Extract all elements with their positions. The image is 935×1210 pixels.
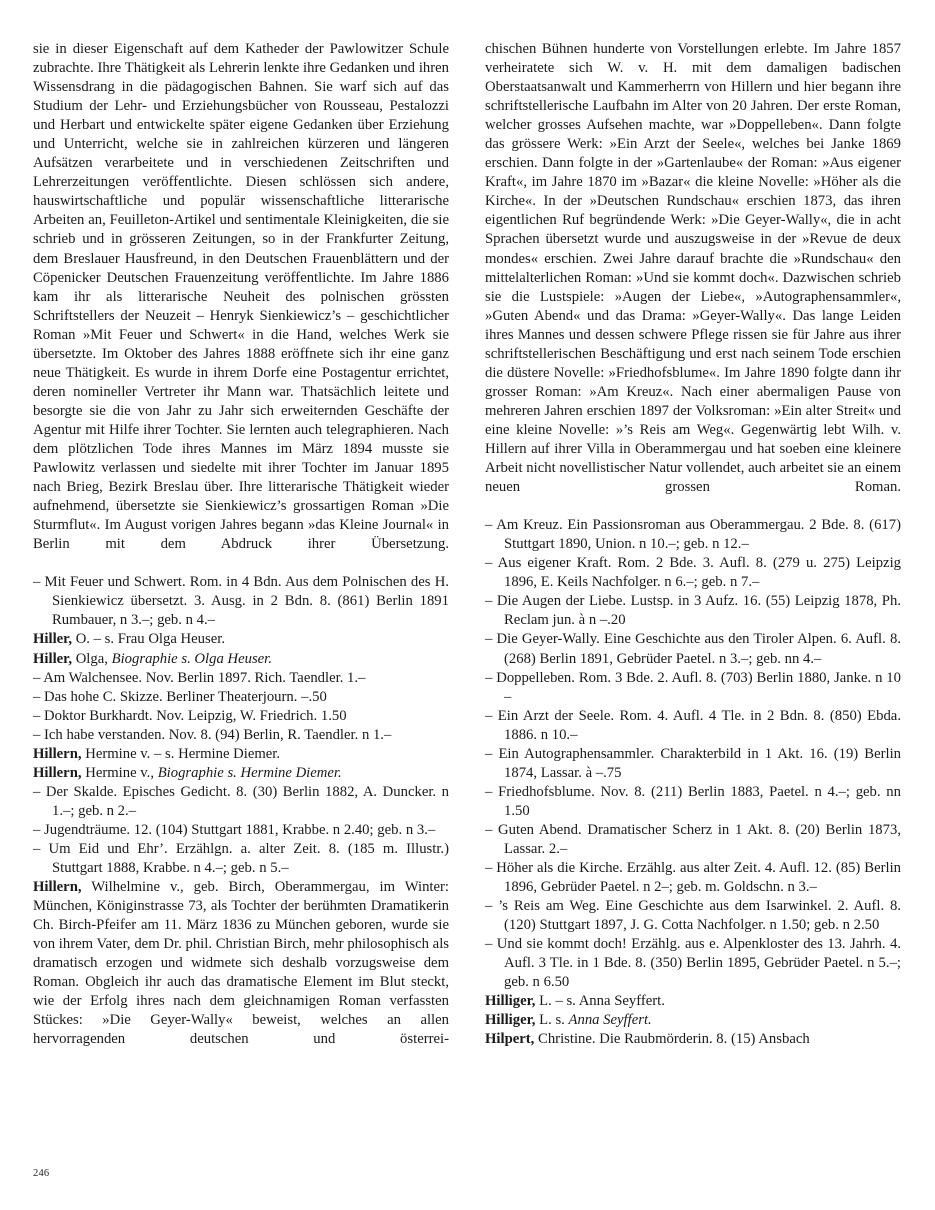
headword-entry bbox=[33, 745, 449, 764]
headword-entry bbox=[33, 630, 449, 649]
headword-entry bbox=[485, 1011, 901, 1030]
bibliography-entry: – Ein Autographensammler. Charakterbild in 1 Akt. 16. (19) Berlin 1874, Lassar. à –.75 bbox=[485, 745, 901, 781]
bibliography-entry: – Die Augen der Liebe. Lustsp. in 3 Aufz. 16. (55) Leipzig 1878, Ph. Reclam jun. à n –.20 bbox=[485, 593, 901, 629]
headword-detail: Hermine v., bbox=[81, 764, 158, 781]
bibliography-entry: – ’s Reis am Weg. Eine Geschichte aus dem Isarwinkel. 2. Aufl. 8. (120) Stuttgart 1897, J. G. Cotta Nachfolger. n 1.50; geb. n 2.50 bbox=[485, 898, 901, 934]
headword-crossreference: Biographie s. Olga Heuser. bbox=[111, 650, 272, 667]
bibliography-entry: – Am Kreuz. Ein Passionsroman aus Oberammergau. 2 Bde. 8. (617) Stuttgart 1890, Union. n 10.–; geb. n 12.– bbox=[485, 517, 901, 553]
paragraph-continued: chischen Bühnen hunderte von Vorstellungen erlebte. Im Jahre 1857 verheiratete sich W. v. H. mit dem damaligen badischen Oberstaatsanwalt und Kammerherrn von Hillern und hier begann ihre schriftstellerische Laufbahn im Alter von 20 Jahren. Der erste Roman, welcher grosses Aufsehen machte, war »Doppelleben«. Dann folgte das grössere Werk: »Ein Arzt der Seele«, welches bei Janke 1869 erschien. Dann folgte in der »Gartenlaube« der Roman: »Aus eigener Kraft«, im Jahre 1870 im »Bazar« die kleine Novelle: »Höher als die Kirche«. In der »Deutschen Rundschau« erschien 1873, das ihren eigentlichen Ruf begründende Werk: »Die Geyer-Wally«, die in acht Sprachen übersetzt wurde und auszugsweise in der »Revue de deux mondes« erschien. Zwei Jahre darauf brachte die »Rundschau« den mittelalterlichen Roman: »Und sie kommt doch«. Dazwischen schrieb sie die Lustspiele: »Augen der Liebe«, »Autographensammler«, »Guten Abend« und das Drama: »Geyer-Wally«. Das lange Leiden ihres Mannes und dessen schwere Pflege rissen sie für Jahre aus ihrer schriftstellerischen Beschäftigung und erst nach seinem Tode erschien die düstere Novelle: »Friedhofsblume«. Im Jahre 1890 folgte dann ihr grosser Roman: »Am Kreuz«. Nach einer abermaligen Pause von mehreren Jahren erschien 1897 der Volksroman: »Ein alter Streit« und eine kleine Novelle: »’s Reis am Weg«. Gegenwärtig lebt Wilh. v. Hillern auf ihrer Villa in Oberammergau und hat soeben eine kleinere Arbeit nicht novellistischer Natur vollendet, auch arbeitet sie an einem neuen grossen Roman. bbox=[485, 41, 901, 496]
headword-entry bbox=[33, 650, 449, 669]
headword-biography-paragraph bbox=[33, 878, 449, 1068]
headword-entry bbox=[33, 764, 449, 783]
headword-surname: Hilpert, bbox=[485, 1031, 535, 1048]
bibliography-entry: – Das hohe C. Skizze. Berliner Theaterjourn. –.50 bbox=[33, 688, 327, 705]
headword-surname: Hilliger, bbox=[485, 993, 536, 1010]
bibliography-entry: – Um Eid und Ehr’. Erzählgn. a. alter Zeit. 8. (185 m. Illustr.) Stuttgart 1888, Krabbe. n 4.–; geb. n 5.– bbox=[33, 840, 449, 877]
headword-surname: Hiller, bbox=[33, 650, 73, 667]
page-number: 246 bbox=[33, 1168, 50, 1179]
bibliography-entry: – Ein Arzt der Seele. Rom. 4. Aufl. 4 Tle. in 2 Bdn. 8. (850) Ebda. 1886. n 10.– bbox=[485, 707, 901, 743]
headword-surname: Hiller, bbox=[33, 631, 73, 648]
paragraph-continued: sie in dieser Eigenschaft auf dem Katheder der Pawlowitzer Schule zubrachte. Ihre Thätigkeit als Lehrerin lenkte ihre Gedanken und ihren Wissensdrang in die pädagogischen Bahnen. Sie warf sich auf das Studium der Lehr- und Erziehungsbücher von Rousseau, Pestalozzi und Herbart und entwickelte später eigene Gedanken über Erziehung und Unterricht, welche sie in zahlreichen kürzeren und längeren Aufsätzen verarbeitete und in verschiedenen Zeitschriften und Lehrerzeitungen veröffentlichte. Diesen schlössen sich andere, hauswirtschaftliche und populär wissenschaftliche litterarische Arbeiten an, Feuilleton-Artikel und sentimentale Kleinigkeiten, die sie schrieb und in grösseren Zeitungen, so in der Frankfurter Zeitung, dem Breslauer Hausfreund, in den Deutschen Frauenblättern und der Cöpenicker Deutschen Frauenzeitung veröffentlichte. Im Jahre 1886 kam ihr als litterarische Neuheit des polnischen grössten Schriftstellers der Neuzeit – Henryk Sienkiewicz’s – geschichtlicher Roman »Mit Feuer und Schwert« in die Hand, welches Werk sie übersetzte. Im Oktober des Jahres 1888 eröffnete sich ihr eine ganz neue Thätigkeit. Es wurde in ihrem Dorfe eine Postagentur errichtet, deren nomineller Vertreter ihr Mann war. Thatsächlich leitete und besorgte sie die von Jahr zu Jahr sich erweiternden Geschäfte der Agentur mit Hilfe ihrer Tochter. Sie lernten auch telegraphieren. Nach dem plötzlichen Tode ihres Mannes im März 1894 musste sie Pawlowitz verlassen und siedelte mit ihrer Tochter im Januar 1895 nach Brieg, Bezirk Breslau über. Ihre litterarische Thätigkeit wieder aufnehmend, übersetzte sie Sienkiewicz’s grossartigen Roman »Die Sturmflut«. Im August vorigen Jahres begann »das Kleine Journal« in Berlin mit dem Abdruck ihrer Übersetzung. bbox=[33, 41, 449, 553]
bibliography-entry: – Höher als die Kirche. Erzählg. aus alter Zeit. 4. Aufl. 12. (85) Berlin 1896, Gebrüder Paetel. n 2–; geb. m. Goldschn. n 3.– bbox=[485, 860, 901, 896]
headword-crossreference: Anna Seyffert. bbox=[568, 1012, 652, 1029]
bibliography-entry: – Mit Feuer und Schwert. Rom. in 4 Bdn. Aus dem Polnischen des H. Sienkiewicz übersetzt. 3. Ausg. in 2 Bdn. 8. (861) Berlin 1891 Rumbauer, n 3.–; geb. n 4.– bbox=[33, 574, 449, 629]
bibliography-entry: – Friedhofsblume. Nov. 8. (211) Berlin 1883, Paetel. n 4.–; geb. nn 1.50 bbox=[485, 783, 901, 819]
bibliography-entry: – Aus eigener Kraft. Rom. 2 Bde. 3. Aufl. 8. (279 u. 275) Leipzig 1896, E. Keils Nachfolger. n 6.–; geb. n 7.– bbox=[485, 555, 901, 591]
headword-detail: Olga, bbox=[72, 650, 112, 667]
headword-detail: L. s. bbox=[535, 1012, 569, 1029]
headword-surname: Hilliger, bbox=[485, 1012, 536, 1029]
bibliography-entry: – Die Geyer-Wally. Eine Geschichte aus den Tiroler Alpen. 6. Aufl. 8. (268) Berlin 1891, Gebrüder Paetel. n 3.–; geb. nn 4.– bbox=[485, 631, 901, 667]
headword-surname: Hillern, bbox=[33, 879, 82, 896]
headword-surname: Hillern, bbox=[33, 764, 82, 781]
bibliography-entry: – Am Walchensee. Nov. Berlin 1897. Rich. Taendler. 1.– bbox=[33, 669, 366, 686]
two-column-text-body bbox=[33, 40, 901, 1069]
headword-detail: Christine. Die Raubmörderin. 8. (15) Ansbach bbox=[534, 1031, 810, 1048]
bibliography-entry: – Jugendträume. 12. (104) Stuttgart 1881, Krabbe. n 2.40; geb. n 3.– bbox=[33, 821, 436, 838]
biography-text: Wilhelmine v., geb. Birch, Oberammergau, im Winter: München, Königinstrasse 73, als Tochter der berühmten Dramatikerin Ch. Birch-Pfeifer am 11. März 1836 zu München geboren, wurde sie von ihrem Vater, dem Dr. phil. Christian Birch, mehr philosophisch als dramatisch erzogen und widmete sich deshalb vorzugsweise dem Roman. Obgleich ihr auch das dramatische Element im Blut steckt, wie der Erfolg ihres nach dem gleichnamigen Roman verfassten Stückes: »Die Geyer-Wally« beweist, welches an allen hervorragenden deutschen und österrei- bbox=[33, 879, 449, 1048]
right-text-column bbox=[485, 40, 901, 1069]
headword-entry bbox=[485, 992, 901, 1011]
bibliography-entry: – Der Skalde. Episches Gedicht. 8. (30) Berlin 1882, A. Duncker. n 1.–; geb. n 2.– bbox=[33, 783, 449, 819]
headword-surname: Hillern, bbox=[33, 745, 82, 762]
bibliography-entry: – Ich habe verstanden. Nov. 8. (94) Berlin, R. Taendler. n 1.– bbox=[33, 726, 392, 743]
bibliography-entry: – Doppelleben. Rom. 3 Bde. 2. Aufl. 8. (703) Berlin 1880, Janke. n 10 – bbox=[485, 669, 901, 705]
bibliography-entry: – Doktor Burkhardt. Nov. Leipzig, W. Friedrich. 1.50 bbox=[33, 707, 347, 724]
headword-entry bbox=[485, 1030, 901, 1049]
headword-detail: O. – s. Frau Olga Heuser. bbox=[72, 631, 226, 648]
bibliography-entry: – Guten Abend. Dramatischer Scherz in 1 Akt. 8. (20) Berlin 1873, Lassar. 2.– bbox=[485, 821, 901, 857]
headword-detail: L. – s. Anna Seyffert. bbox=[535, 993, 665, 1010]
left-text-column bbox=[33, 40, 449, 1069]
bibliography-entry: – Und sie kommt doch! Erzählg. aus e. Alpenkloster des 13. Jahrh. 4. Aufl. 3 Tle. in 1 Bde. 8. (350) Berlin 1895, Gebrüder Paetel. n 5.–; geb. n 6.50 bbox=[485, 936, 901, 991]
headword-detail: Hermine v. – s. Hermine Diemer. bbox=[81, 745, 281, 762]
headword-crossreference: Biographie s. Hermine Diemer. bbox=[157, 764, 342, 781]
